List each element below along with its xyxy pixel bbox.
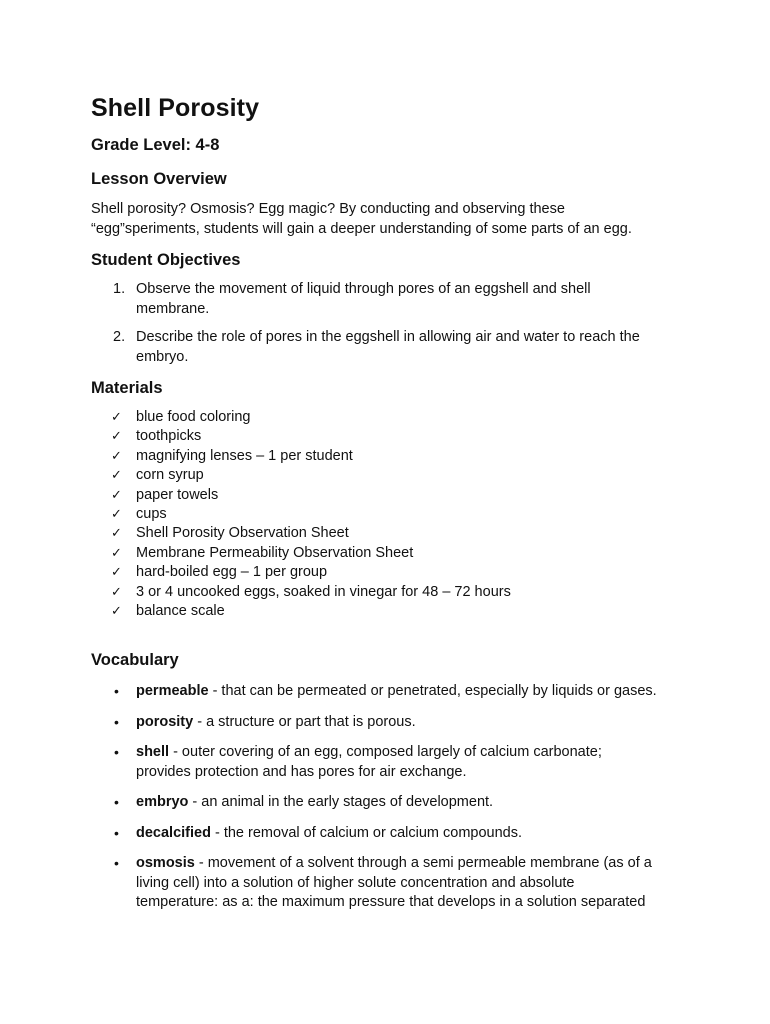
- vocab-item-embryo: [91, 793, 691, 813]
- check-icon: ✓: [111, 604, 122, 620]
- material-label: Membrane Permeability Observation Sheet: [136, 544, 414, 561]
- vocab-definition-line: provides protection and has pores for air exchange.: [136, 763, 467, 780]
- material-item: [91, 524, 691, 543]
- vocab-item-shell: [91, 743, 691, 782]
- vocab-term: decalcified: [136, 824, 211, 841]
- check-icon: ✓: [111, 410, 122, 425]
- check-icon: ✓: [111, 487, 122, 503]
- vocab-definition-line: - movement of a solvent through a semi permeable membrane (as of a: [198, 855, 652, 872]
- bullet-icon: •: [114, 713, 119, 730]
- objective-line: Describe the role of pores in the eggshell in allowing air and water to reach the: [136, 329, 640, 345]
- material-item: [91, 544, 691, 563]
- bullet-icon: •: [114, 794, 119, 811]
- vocab-term: porosity: [136, 713, 194, 730]
- vocab-definition-line: - outer covering of an egg, composed largely of calcium carbonate;: [173, 744, 602, 761]
- vocab-definition-line: - a structure or part that is porous.: [197, 713, 416, 730]
- objective-line: embryo.: [136, 348, 189, 365]
- material-label: toothpicks: [136, 428, 202, 445]
- material-item: [91, 486, 691, 505]
- check-icon: ✓: [111, 584, 122, 600]
- material-label: paper towels: [136, 486, 219, 503]
- check-icon: ✓: [111, 565, 122, 581]
- bullet-icon: •: [114, 744, 119, 761]
- check-icon: ✓: [111, 526, 122, 542]
- materials-heading: Materials: [91, 379, 163, 397]
- objective-item: [91, 280, 691, 319]
- materials-list: [91, 408, 691, 621]
- vocab-term: shell: [136, 744, 170, 761]
- vocab-term: osmosis: [136, 855, 195, 872]
- material-label: 3 or 4 uncooked eggs, soaked in vinegar for 48 – 72 hours: [136, 583, 511, 600]
- material-label: Shell Porosity Observation Sheet: [136, 525, 349, 542]
- material-label: blue food coloring: [136, 409, 251, 425]
- material-item: [91, 563, 691, 582]
- material-label: corn syrup: [136, 467, 204, 484]
- bullet-icon: •: [114, 683, 119, 700]
- bullet-icon: •: [114, 824, 119, 841]
- lesson-overview-line: “egg”speriments, students will gain a deeper understanding of some parts of an egg.: [91, 221, 632, 237]
- check-icon: ✓: [111, 468, 122, 484]
- lesson-overview-line: Shell porosity? Osmosis? Egg magic? By conducting and observing these: [91, 201, 565, 217]
- document-page: [91, 92, 691, 924]
- material-item: [91, 466, 691, 485]
- vocabulary-heading: Vocabulary: [91, 651, 179, 670]
- material-label: cups: [136, 506, 167, 523]
- objective-line: membrane.: [136, 300, 210, 317]
- vocab-definition-line: - an animal in the early stages of development.: [192, 794, 494, 811]
- material-label: magnifying lenses – 1 per student: [136, 447, 353, 464]
- bullet-icon: •: [114, 855, 119, 872]
- vocab-term: permeable: [136, 683, 209, 700]
- material-item: [91, 427, 691, 446]
- page-title: Shell Porosity: [91, 94, 260, 122]
- objectives-list: [91, 280, 691, 367]
- objective-number: 2.: [113, 329, 126, 345]
- vocab-item-permeable: [91, 682, 691, 702]
- vocab-item-decalcified: [91, 824, 691, 844]
- vocab-definition-line: - the removal of calcium or calcium compounds.: [214, 824, 523, 841]
- vocab-definition-line: - that can be permeated or penetrated, especially by liquids or gases.: [212, 683, 657, 700]
- material-item: [91, 583, 691, 602]
- check-icon: ✓: [111, 545, 122, 561]
- vocab-item-osmosis: [91, 854, 691, 913]
- material-item: [91, 408, 691, 427]
- objective-number: 1.: [113, 281, 126, 297]
- check-icon: ✓: [111, 429, 122, 445]
- grade-level: Grade Level: 4-8: [91, 136, 220, 154]
- vocab-term: embryo: [136, 794, 189, 811]
- objective-item: [91, 328, 691, 367]
- material-item: [91, 602, 691, 621]
- check-icon: ✓: [111, 448, 122, 464]
- vocab-definition-line: living cell) into a solution of higher solute concentration and absolute: [136, 874, 575, 891]
- material-item: [91, 505, 691, 524]
- student-objectives-heading: Student Objectives: [91, 251, 241, 269]
- material-item: [91, 447, 691, 466]
- vocab-definition-line: temperature: as a: the maximum pressure that develops in a solution separated: [136, 894, 646, 911]
- material-label: hard-boiled egg – 1 per group: [136, 564, 328, 581]
- check-icon: ✓: [111, 507, 122, 523]
- material-label: balance scale: [136, 603, 225, 620]
- lesson-overview-text: [91, 199, 691, 239]
- lesson-overview-heading: Lesson Overview: [91, 170, 227, 188]
- vocab-item-porosity: [91, 713, 691, 733]
- objective-line: Observe the movement of liquid through pores of an eggshell and shell: [136, 281, 591, 297]
- vocabulary-list: [91, 682, 691, 913]
